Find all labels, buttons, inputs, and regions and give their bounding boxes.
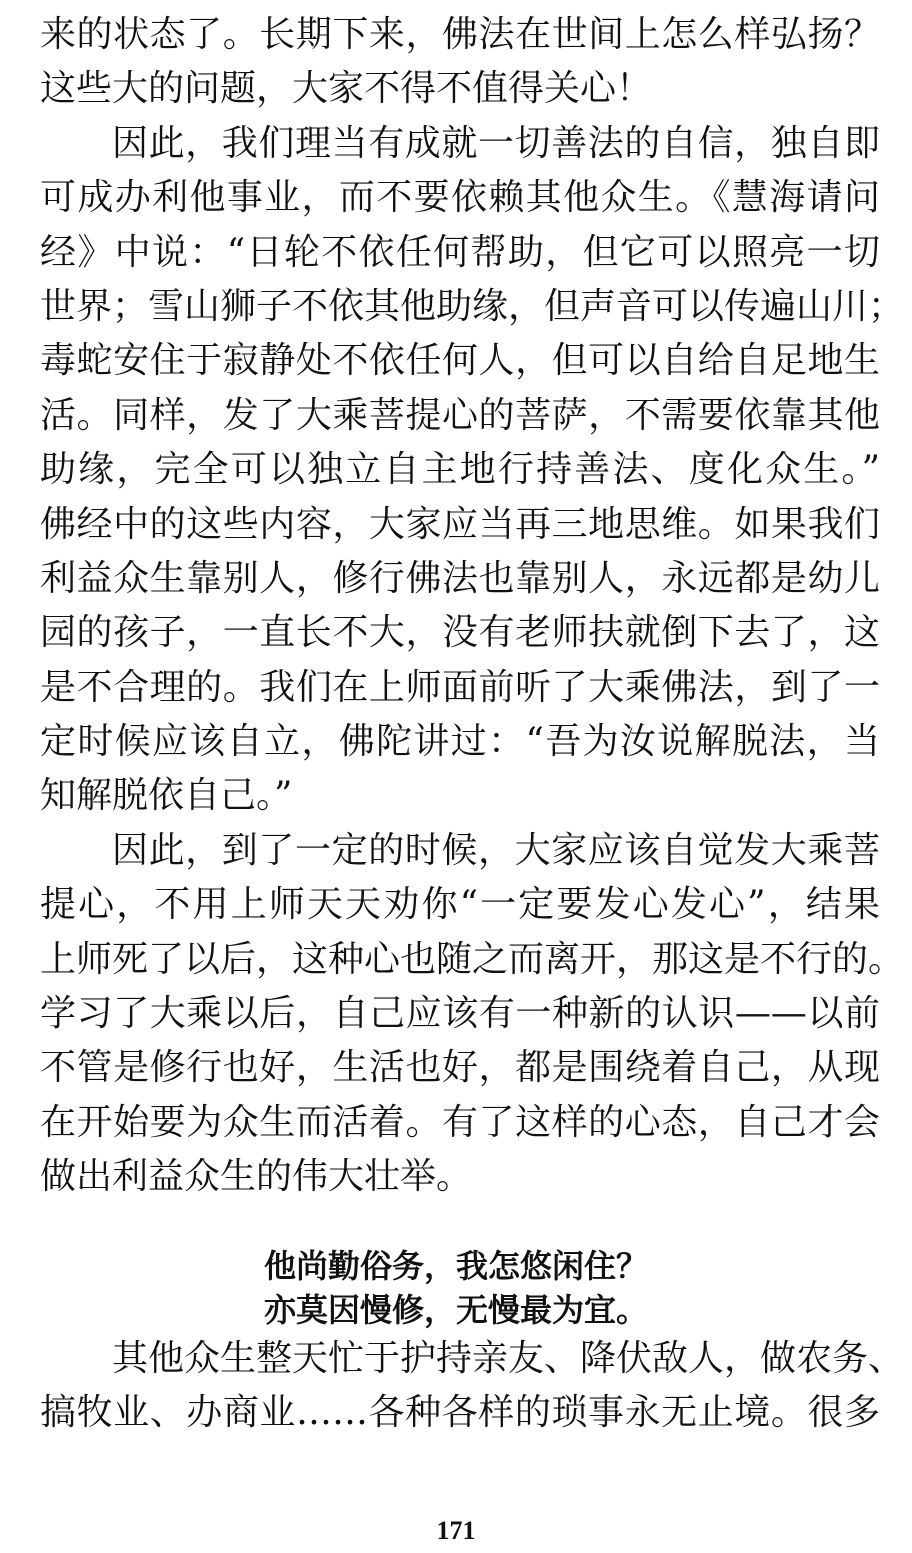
- text-line: 毒蛇安住于寂静处不依任何人，但可以自给自足地生: [40, 340, 880, 382]
- body-text-bottom: [40, 1332, 905, 1441]
- text-line: 园的孩子，一直长不大，没有老师扶就倒下去了，这: [40, 612, 880, 654]
- text-line: 定时候应该自立，佛陀讲过：“吾为汝说解脱法，当: [40, 721, 880, 763]
- text-line: 助缘，完全可以独立自主地行持善法、度化众生。”: [40, 449, 880, 491]
- text-line: 世界；雪山狮子不依其他助缘，但声音可以传遍山川；: [40, 285, 905, 327]
- text-line: 做出利益众生的伟大壮举。: [40, 1156, 473, 1198]
- text-line: 在开始要为众生而活着。有了这样的心态，自己才会: [40, 1101, 880, 1143]
- text-line: 因此，到了一定的时候，大家应该自觉发大乘菩: [112, 829, 880, 871]
- text-line: 可成办利他事业，而不要依赖其他众生。《慧海请问: [40, 177, 880, 219]
- text-line: 搞牧业、办商业……各种各样的琐事永无止境。很多: [40, 1392, 880, 1434]
- text-line: 其他众生整天忙于护持亲友、降伏敌人，做农务、: [112, 1338, 905, 1379]
- verse-line: 他尚勤俗务，我怎悠闲住？: [263, 1247, 648, 1285]
- text-line: 学习了大乘以后，自己应该有一种新的认识——以前: [40, 993, 880, 1035]
- page-number: 171: [436, 1516, 476, 1545]
- text-line: 提心，不用上师天天劝你“一定要发心发心”，结果: [40, 884, 880, 926]
- verse-block: [0, 1244, 912, 1332]
- text-line: 是不合理的。我们在上师面前听了大乘佛法，到了一: [40, 666, 880, 708]
- text-line: 因此，我们理当有成就一切善法的自信，独自即: [112, 122, 880, 164]
- verse-line: 亦莫因慢修，无慢最为宜。: [263, 1291, 648, 1329]
- text-line: 来的状态了。长期下来，佛法在世间上怎么样弘扬？: [40, 14, 880, 55]
- body-text-top: [40, 8, 905, 1205]
- text-line: 这些大的问题，大家不得不值得关心！: [40, 68, 653, 110]
- text-line: 活。同样，发了大乘菩提心的菩萨，不需要依靠其他: [40, 394, 880, 436]
- text-line: 不管是修行也好，生活也好，都是围绕着自己，从现: [40, 1047, 880, 1089]
- text-line: 经》中说：“日轮不依任何帮助，但它可以照亮一切: [40, 231, 880, 273]
- text-line: 上师死了以后，这种心也随之而离开，那这是不行的。: [40, 938, 905, 980]
- text-line: 佛经中的这些内容，大家应当再三地思维。如果我们: [40, 503, 880, 545]
- text-line: 利益众生靠别人，修行佛法也靠别人，永远都是幼儿: [40, 557, 880, 599]
- text-line: 知解脱依自己。”: [40, 775, 293, 817]
